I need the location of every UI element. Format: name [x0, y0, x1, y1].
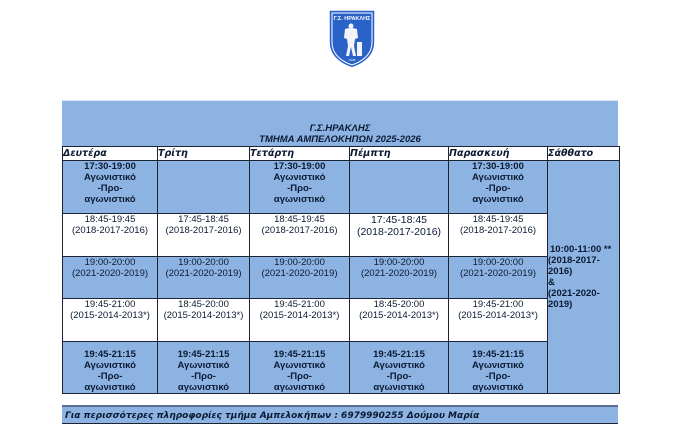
schedule-table [62, 146, 620, 394]
cell-group: Αγωνιστικό -Προ-αγωνιστικό [84, 172, 136, 205]
cell-time: 17:30-19:00 [84, 161, 136, 172]
cell-time: 17:45-18:45 [370, 214, 428, 226]
schedule-cell [449, 161, 548, 214]
cell-time: 18:45-19:45 [84, 214, 136, 225]
schedule-cell [250, 214, 350, 257]
day-thursday: Πέμπτη [350, 147, 449, 161]
day-header-row [63, 147, 620, 161]
schedule-cell [63, 342, 158, 394]
schedule-cell [350, 161, 449, 214]
cell-group: (2015-2014-2013*) [163, 310, 244, 321]
saturday-time: 10:00-11:00 ** [550, 244, 612, 255]
schedule-cell [250, 161, 350, 214]
cell-time: 19:00-20:00 [178, 257, 229, 268]
saturday-joiner: & [548, 277, 555, 288]
cell-group: (2021-2020-2019) [261, 268, 338, 279]
schedule-cell [158, 342, 250, 394]
schedule-cell [63, 299, 158, 342]
schedule-cell [158, 161, 250, 214]
schedule-cell [449, 342, 548, 394]
cell-group: (2021-2020-2019) [71, 268, 149, 279]
cell-group: (2021-2020-2019) [360, 268, 438, 279]
cell-group: (2015-2014-2013*) [458, 310, 538, 321]
cell-group: Αγωνιστικό -Προ-αγωνιστικό [177, 360, 230, 393]
cell-time: 17:30-19:00 [472, 161, 524, 172]
table-row [63, 299, 620, 342]
cell-time: 19:45-21:00 [84, 299, 136, 310]
cell-group: (2018-2017-2016) [165, 225, 242, 236]
table-row [63, 214, 620, 257]
cell-group: Αγωνιστικό -Προ-αγωνιστικό [373, 360, 425, 393]
saturday-group-1: (2018-2017-2016) [548, 255, 600, 277]
schedule-cell [250, 257, 350, 299]
cell-time: 19:45-21:15 [84, 349, 136, 360]
cell-time: 17:30-19:00 [273, 161, 326, 172]
cell-time: 19:45-21:00 [472, 299, 524, 310]
schedule-cell [350, 214, 449, 257]
cell-group: (2018-2017-2016) [459, 225, 537, 236]
cell-group: (2018-2017-2016) [261, 225, 338, 236]
day-wednesday: Τετάρτη [250, 147, 350, 161]
table-row [63, 161, 620, 214]
day-monday: Δευτέρα [63, 147, 158, 161]
cell-group: (2018-2017-2016) [356, 226, 442, 238]
cell-group: (2015-2014-2013*) [70, 310, 150, 321]
cell-time: 18:45-20:00 [178, 299, 229, 310]
contact-footer: Για περισσότερες πληροφορίες τμήμα Αμπελοκήπων : 6979990255 Δούμου Μαρία [62, 405, 618, 424]
schedule-cell [63, 161, 158, 214]
schedule-cell [250, 342, 350, 394]
schedule-cell [63, 257, 158, 299]
day-saturday: Σάθθατο [548, 147, 620, 161]
cell-group: (2018-2017-2016) [71, 225, 149, 236]
cell-time: 19:45-21:15 [177, 349, 230, 360]
cell-group: (2015-2014-2013*) [359, 310, 439, 321]
schedule-title-block [62, 100, 618, 147]
cell-group: Αγωνιστικό -Προ-αγωνιστικό [472, 172, 524, 205]
cell-group: Αγωνιστικό -Προ-αγωνιστικό [273, 360, 326, 393]
cell-time: 19:00-20:00 [373, 257, 425, 268]
cell-group: Αγωνιστικό -Προ-αγωνιστικό [84, 360, 136, 393]
cell-time: 19:00-20:00 [84, 257, 136, 268]
schedule-cell [449, 214, 548, 257]
cell-time: 18:45-19:45 [472, 214, 524, 225]
logo-text: Γ.Σ. ΗΡΑΚΛΗΣ [333, 16, 371, 22]
cell-group: (2021-2020-2019) [165, 268, 242, 279]
saturday-group-2: (2021-2020-2019) [548, 288, 600, 310]
department-title: ΤΜΗΜΑ ΑΜΠΕΛΟΚΗΠΩΝ 2025-2026 [259, 134, 421, 145]
cell-group: Αγωνιστικό -Προ-αγωνιστικό [273, 172, 326, 205]
saturday-cell [548, 161, 620, 394]
schedule-cell [350, 342, 449, 394]
cell-time: 19:00-20:00 [472, 257, 524, 268]
cell-time: 17:45-18:45 [178, 214, 229, 225]
logo-year: 1908 [348, 58, 356, 62]
schedule-cell [350, 299, 449, 342]
cell-group: (2015-2014-2013*) [259, 310, 340, 321]
cell-time: 19:45-21:15 [373, 349, 425, 360]
cell-time: 19:45-21:15 [472, 349, 524, 360]
club-logo [327, 8, 377, 70]
cell-group: (2021-2020-2019) [459, 268, 537, 279]
cell-time: 19:45-21:00 [274, 299, 325, 310]
schedule-cell [449, 299, 548, 342]
schedule-cell [250, 299, 350, 342]
schedule-cell [158, 214, 250, 257]
day-tuesday: Τρίτη [158, 147, 250, 161]
table-row [63, 342, 620, 394]
cell-time: 19:45-21:15 [273, 349, 326, 360]
club-name: Γ.Σ.ΗΡΑΚΛΗΣ [309, 123, 371, 134]
schedule-cell [350, 257, 449, 299]
schedule-cell [449, 257, 548, 299]
day-friday: Παρασκευή [449, 147, 548, 161]
schedule-cell [158, 257, 250, 299]
cell-time: 18:45-19:45 [274, 214, 325, 225]
schedule-cell [63, 214, 158, 257]
cell-time: 19:00-20:00 [274, 257, 325, 268]
table-row [63, 257, 620, 299]
schedule-cell [158, 299, 250, 342]
cell-time: 18:45-20:00 [373, 299, 425, 310]
cell-group: Αγωνιστικό -Προ-αγωνιστικό [472, 360, 524, 393]
